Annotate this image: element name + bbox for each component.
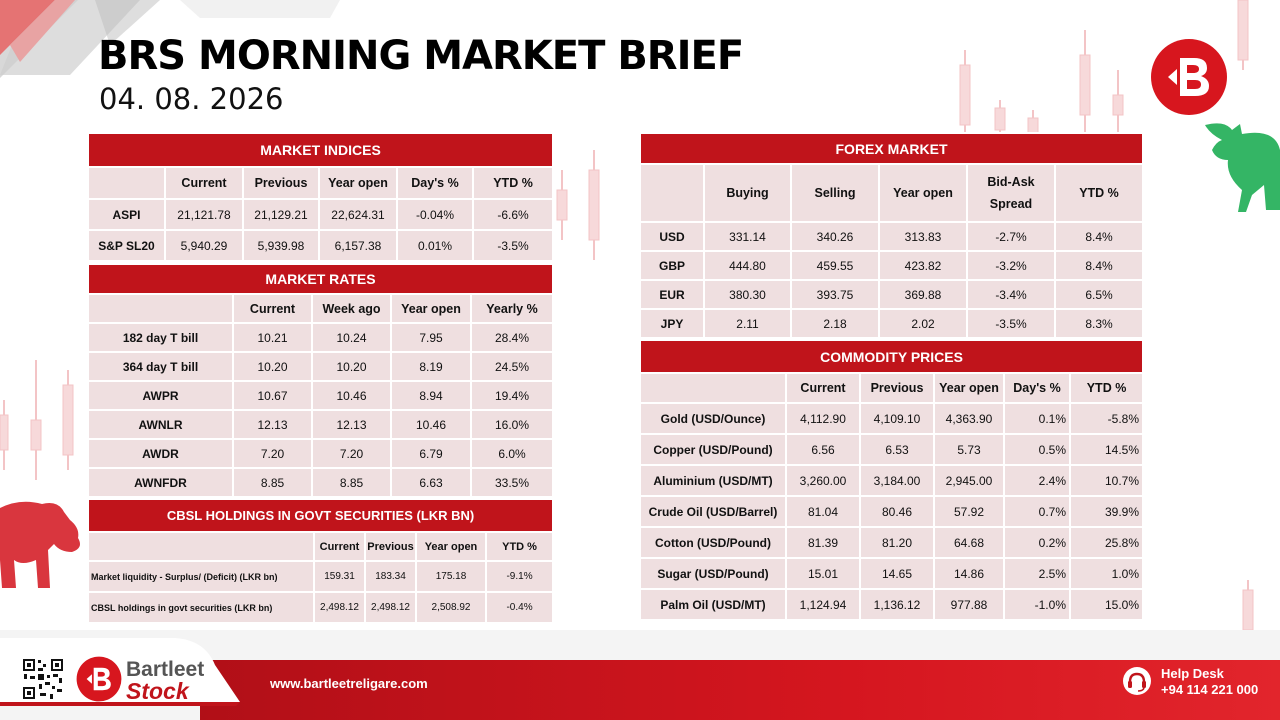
cell: 6.53 (860, 434, 934, 465)
row-label: Gold (USD/Ounce) (640, 403, 786, 434)
cell: -9.1% (486, 561, 553, 592)
column-header: Current (233, 294, 312, 323)
cell: 15.01 (786, 558, 860, 589)
table-row (88, 199, 553, 230)
cell: 0.2% (1004, 527, 1070, 558)
cell: -2.7% (967, 222, 1055, 251)
table-row (640, 309, 1143, 338)
column-header: Previous (365, 532, 416, 561)
cell: 423.82 (879, 251, 967, 280)
cell: 14.86 (934, 558, 1004, 589)
cell: 6.56 (786, 434, 860, 465)
cell: 0.7% (1004, 496, 1070, 527)
cell: 369.88 (879, 280, 967, 309)
table-row (640, 222, 1143, 251)
cell: 10.24 (312, 323, 391, 352)
column-header: Year open (319, 167, 397, 199)
table-row (640, 434, 1143, 465)
header-blank (88, 532, 314, 561)
cell: 2,508.92 (416, 592, 486, 623)
cell: 380.30 (704, 280, 791, 309)
column-header: YTD % (473, 167, 553, 199)
cell: 183.34 (365, 561, 416, 592)
row-label: EUR (640, 280, 704, 309)
column-header: Current (165, 167, 243, 199)
cell: 10.7% (1070, 465, 1143, 496)
column-header: YTD % (486, 532, 553, 561)
cell: 64.68 (934, 527, 1004, 558)
cell: 21,121.78 (165, 199, 243, 230)
table-row (640, 280, 1143, 309)
cell: 28.4% (471, 323, 553, 352)
bear-illustration (0, 502, 80, 588)
cell: -5.8% (1070, 403, 1143, 434)
cell: 8.19 (391, 352, 471, 381)
row-label: AWNLR (88, 410, 233, 439)
cell: 2,498.12 (365, 592, 416, 623)
row-label: Market liquidity - Surplus/ (Deficit) (LKR bn) (88, 561, 314, 592)
column-header: Week ago (312, 294, 391, 323)
cell: 81.04 (786, 496, 860, 527)
cell: 0.5% (1004, 434, 1070, 465)
column-header: Year open (934, 373, 1004, 403)
cell: 977.88 (934, 589, 1004, 620)
cell: 2,945.00 (934, 465, 1004, 496)
cell: 2.18 (791, 309, 879, 338)
cell: 80.46 (860, 496, 934, 527)
cell: 5.73 (934, 434, 1004, 465)
row-label: 364 day T bill (88, 352, 233, 381)
cell: 444.80 (704, 251, 791, 280)
column-header: Year open (391, 294, 471, 323)
cell: 22,624.31 (319, 199, 397, 230)
header-blank (640, 164, 704, 222)
cell: 5,939.98 (243, 230, 319, 261)
cell: -3.2% (967, 251, 1055, 280)
cell: -0.04% (397, 199, 473, 230)
column-header-line: Bid-Ask (987, 175, 1035, 189)
cell: 7.20 (312, 439, 391, 468)
column-header: Year open (416, 532, 486, 561)
cell: 6.0% (471, 439, 553, 468)
commodity-prices-title: COMMODITY PRICES (640, 340, 1143, 373)
market-rates-title: MARKET RATES (88, 264, 553, 294)
cbsl-holdings-title: CBSL HOLDINGS IN GOVT SECURITIES (LKR BN) (88, 499, 553, 532)
cell: -3.5% (473, 230, 553, 261)
page-title: BRS MORNING MARKET BRIEF (98, 33, 744, 79)
table-row (88, 323, 553, 352)
cell: 8.85 (312, 468, 391, 497)
cell: 19.4% (471, 381, 553, 410)
row-label: GBP (640, 251, 704, 280)
header-blank (640, 373, 786, 403)
row-label: JPY (640, 309, 704, 338)
cell: 3,184.00 (860, 465, 934, 496)
cell: 81.20 (860, 527, 934, 558)
table-row (640, 251, 1143, 280)
cell: 10.21 (233, 323, 312, 352)
forex-market-title: FOREX MARKET (640, 133, 1143, 164)
cell: 8.4% (1055, 222, 1143, 251)
row-label: AWNFDR (88, 468, 233, 497)
cell: 6.63 (391, 468, 471, 497)
row-label: 182 day T bill (88, 323, 233, 352)
cell: 340.26 (791, 222, 879, 251)
table-row (88, 352, 553, 381)
cell: 8.85 (233, 468, 312, 497)
cell: 10.46 (312, 381, 391, 410)
cell: 175.18 (416, 561, 486, 592)
cell: 3,260.00 (786, 465, 860, 496)
cell: 33.5% (471, 468, 553, 497)
cell: 14.65 (860, 558, 934, 589)
cell: 4,112.90 (786, 403, 860, 434)
column-header: Selling (791, 164, 879, 222)
row-label: Sugar (USD/Pound) (640, 558, 786, 589)
cell: 1,136.12 (860, 589, 934, 620)
cell: 4,109.10 (860, 403, 934, 434)
cell: 1.0% (1070, 558, 1143, 589)
cell: 2,498.12 (314, 592, 365, 623)
cell: 25.8% (1070, 527, 1143, 558)
column-header: Previous (243, 167, 319, 199)
cell: 12.13 (233, 410, 312, 439)
row-label: ASPI (88, 199, 165, 230)
row-label: Copper (USD/Pound) (640, 434, 786, 465)
row-label: USD (640, 222, 704, 251)
cell: 24.5% (471, 352, 553, 381)
cell: 8.3% (1055, 309, 1143, 338)
brand-b-logo (76, 656, 122, 702)
cell: 6.79 (391, 439, 471, 468)
column-header: Year open (879, 164, 967, 222)
cell: -3.5% (967, 309, 1055, 338)
cbsl-holdings-table (87, 498, 554, 624)
market-indices-title: MARKET INDICES (88, 133, 553, 167)
cell: -3.4% (967, 280, 1055, 309)
cell: 39.9% (1070, 496, 1143, 527)
column-header: Current (786, 373, 860, 403)
row-label: AWPR (88, 381, 233, 410)
table-row (640, 527, 1143, 558)
table-row (88, 592, 553, 623)
qr-code (22, 658, 64, 700)
table-row (640, 589, 1143, 620)
headset-icon (1122, 666, 1152, 696)
cell: 159.31 (314, 561, 365, 592)
table-row (88, 230, 553, 261)
cell: 5,940.29 (165, 230, 243, 261)
column-header-line: Spread (989, 197, 1033, 211)
market-rates-table (87, 263, 554, 498)
column-header: YTD % (1055, 164, 1143, 222)
table-row (88, 468, 553, 497)
cell: 7.95 (391, 323, 471, 352)
cell: 2.4% (1004, 465, 1070, 496)
cell: 10.20 (233, 352, 312, 381)
cell: 2.5% (1004, 558, 1070, 589)
column-header: Day's % (397, 167, 473, 199)
cell: 2.11 (704, 309, 791, 338)
row-label: Crude Oil (USD/Barrel) (640, 496, 786, 527)
cell: 0.01% (397, 230, 473, 261)
column-header: Buying (704, 164, 791, 222)
help-desk-number[interactable]: +94 114 221 000 (1161, 682, 1259, 697)
column-header: YTD % (1070, 373, 1143, 403)
cell: 8.4% (1055, 251, 1143, 280)
cell: 393.75 (791, 280, 879, 309)
cell: 2.02 (879, 309, 967, 338)
cell: 57.92 (934, 496, 1004, 527)
cell: 6.5% (1055, 280, 1143, 309)
column-header: Current (314, 532, 365, 561)
cell: -0.4% (486, 592, 553, 623)
row-label: S&P SL20 (88, 230, 165, 261)
row-label: AWDR (88, 439, 233, 468)
table-row (640, 496, 1143, 527)
cell: 459.55 (791, 251, 879, 280)
cell: 7.20 (233, 439, 312, 468)
cell: 4,363.90 (934, 403, 1004, 434)
column-header-bid-ask-spread (967, 164, 1055, 222)
cell: -6.6% (473, 199, 553, 230)
brand-b-logo (1150, 38, 1228, 116)
market-indices-table (87, 132, 554, 262)
brand-subname: Stock (126, 678, 189, 704)
bull-illustration (1205, 123, 1280, 212)
commodity-prices-table (639, 339, 1144, 621)
cell: 14.5% (1070, 434, 1143, 465)
table-row (640, 403, 1143, 434)
cell: 6,157.38 (319, 230, 397, 261)
cell: 1,124.94 (786, 589, 860, 620)
forex-market-table (639, 132, 1144, 339)
cell: 10.20 (312, 352, 391, 381)
cell: 10.46 (391, 410, 471, 439)
cell: 81.39 (786, 527, 860, 558)
table-row (640, 465, 1143, 496)
row-label: Palm Oil (USD/MT) (640, 589, 786, 620)
cell: -1.0% (1004, 589, 1070, 620)
report-date: 04. 08. 2026 (99, 82, 284, 116)
help-desk-label: Help Desk (1161, 666, 1224, 681)
table-row (88, 561, 553, 592)
brand-name: Bartleet (126, 658, 205, 681)
website-link[interactable]: www.bartleetreligare.com (270, 676, 428, 691)
table-row (88, 381, 553, 410)
cell: 16.0% (471, 410, 553, 439)
cell: 10.67 (233, 381, 312, 410)
row-label: CBSL holdings in govt securities (LKR bn) (88, 592, 314, 623)
cell: 0.1% (1004, 403, 1070, 434)
cell: 8.94 (391, 381, 471, 410)
table-row (88, 410, 553, 439)
header-blank (88, 167, 165, 199)
cell: 12.13 (312, 410, 391, 439)
row-label: Aluminium (USD/MT) (640, 465, 786, 496)
table-row (640, 558, 1143, 589)
column-header: Day's % (1004, 373, 1070, 403)
column-header: Previous (860, 373, 934, 403)
cell: 313.83 (879, 222, 967, 251)
cell: 15.0% (1070, 589, 1143, 620)
cell: 331.14 (704, 222, 791, 251)
table-row (88, 439, 553, 468)
column-header: Yearly % (471, 294, 553, 323)
cell: 21,129.21 (243, 199, 319, 230)
row-label: Cotton (USD/Pound) (640, 527, 786, 558)
header-blank (88, 294, 233, 323)
